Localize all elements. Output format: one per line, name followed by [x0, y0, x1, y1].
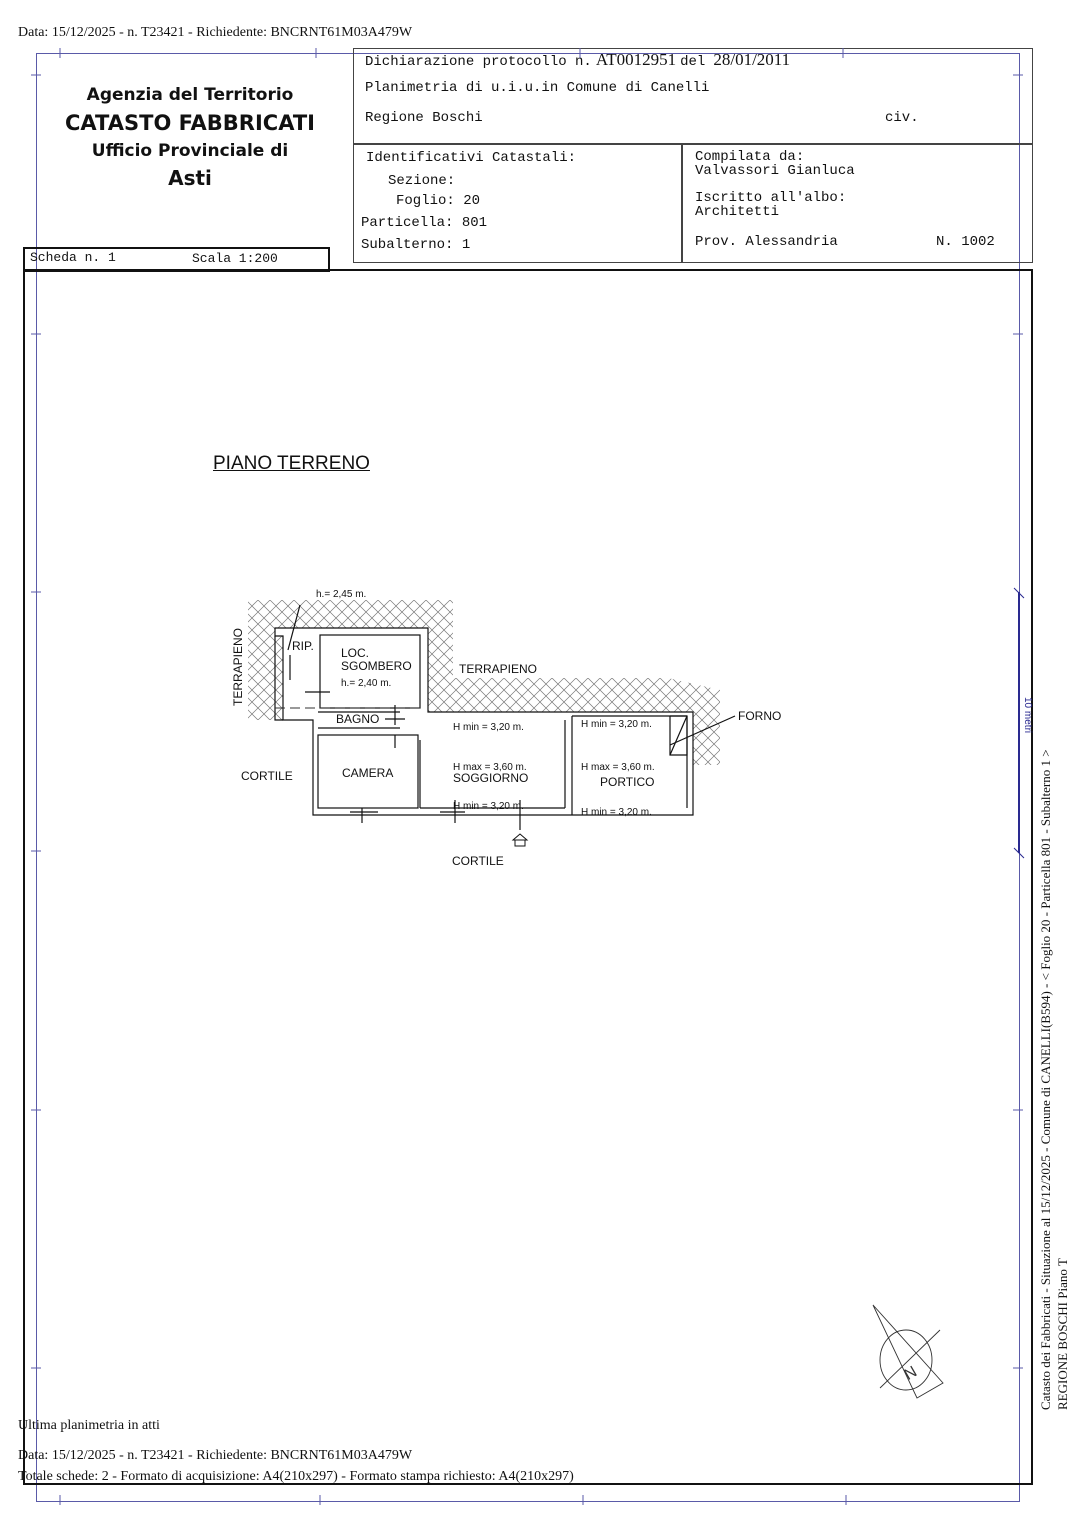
scale-label: Scala 1:200 — [192, 251, 278, 266]
civ-label: civ. — [885, 110, 919, 126]
office-city: Asti — [168, 166, 212, 190]
entrance-icon — [513, 834, 527, 846]
label-cortile-left: CORTILE — [241, 769, 293, 783]
label-loc: LOC. — [341, 646, 370, 660]
declaration-prefix: Dichiarazione protocollo n. — [365, 54, 592, 70]
label-cortile-bottom: CORTILE — [452, 854, 504, 868]
identifiers-title: Identificativi Catastali: — [366, 150, 577, 166]
north-compass-icon — [873, 1305, 943, 1398]
label-portico-hmin-bottom: H min = 3,20 m. — [581, 807, 652, 818]
label-portico-hmin-top: H min = 3,20 m. — [581, 719, 652, 730]
side-region-line: REGIONE BOSCHI Piano T — [1055, 1258, 1070, 1410]
compiler-label: Compilata da: — [695, 149, 805, 165]
registration-number: N. 1002 — [936, 234, 995, 250]
protocol-number: AT0012951 — [595, 50, 677, 69]
sezione: Sezione: — [388, 173, 456, 189]
del-label: del — [680, 54, 706, 70]
label-soggiorno-hmin-bottom: H min = 3,20 m. — [453, 801, 524, 812]
compiler-name: Valvassori Gianluca — [695, 163, 855, 179]
scale-bar-label: 10 metri — [1022, 697, 1033, 734]
label-sgombero: SGOMBERO — [341, 659, 412, 673]
subalterno: Subalterno: 1 — [361, 237, 471, 253]
label-soggiorno-hmin-top: H min = 3,20 m. — [453, 722, 524, 733]
label-forno: FORNO — [738, 709, 782, 723]
agency-name: Agenzia del Territorio — [86, 85, 294, 105]
label-bagno: BAGNO — [336, 712, 380, 726]
label-soggiorno-hmax: H max = 3,60 m. — [453, 762, 527, 773]
label-soggiorno: SOGGIORNO — [453, 771, 529, 785]
top-request-line: Data: 15/12/2025 - n. T23421 - Richiedente: BNCRNT61M03A479W — [18, 25, 413, 40]
compass-letter: N — [901, 1363, 920, 1384]
side-situation-line: Catasto dei Fabbricati - Situazione al 15/12/2025 - Comune di CANELLI(B594) - < Foglio 20 - Particella 801 - Subalterno 1 > — [1038, 749, 1053, 1410]
label-portico-hmax: H max = 3,60 m. — [581, 762, 655, 773]
label-terrapieno-top: TERRAPIENO — [459, 662, 538, 676]
address-line: Regione Boschi — [365, 110, 483, 126]
albo-label: Iscritto all'albo: — [695, 190, 847, 206]
scheda-number: Scheda n. 1 — [30, 250, 116, 265]
label-h245: h.= 2,45 m. — [316, 589, 367, 600]
foglio: Foglio: 20 — [396, 193, 481, 209]
particella: Particella: 801 — [361, 215, 488, 231]
label-rip: RIP. — [292, 639, 314, 653]
office-label: Ufficio Provinciale di — [91, 141, 289, 161]
footer-format-line: Totale schede: 2 - Formato di acquisizione: A4(210x297) - Formato stampa richiesto: A4(210x297) — [18, 1469, 574, 1484]
label-terrapieno-left: TERRAPIENO — [231, 627, 245, 706]
declaration-date: 28/01/2011 — [713, 50, 791, 69]
catasto-title: CATASTO FABBRICATI — [65, 111, 315, 135]
planimetry-line: Planimetria di u.i.u.in Comune di Canelli — [365, 80, 710, 96]
label-camera: CAMERA — [342, 766, 394, 780]
label-h240: h.= 2,40 m. — [341, 678, 392, 689]
footer-request-line: Data: 15/12/2025 - n. T23421 - Richiedente: BNCRNT61M03A479W — [18, 1448, 413, 1463]
label-portico: PORTICO — [600, 775, 655, 789]
last-planimetry-note: Ultima planimetria in atti — [18, 1418, 160, 1433]
albo-value: Architetti — [695, 204, 780, 220]
plan-title: PIANO TERRENO — [213, 453, 370, 474]
province: Prov. Alessandria — [695, 234, 838, 250]
